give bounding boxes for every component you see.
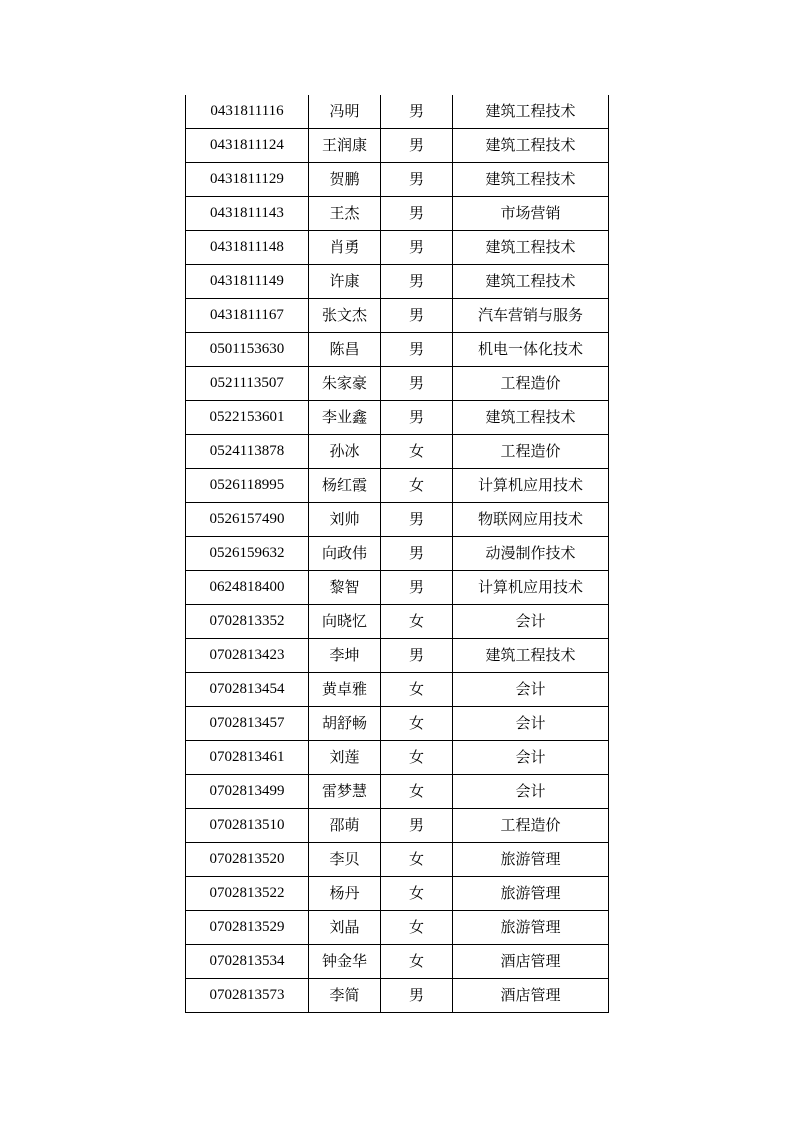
table-row — [186, 775, 609, 809]
student-id-cell: 0431811124 — [186, 129, 309, 163]
major-cell: 动漫制作技术 — [453, 537, 609, 571]
student-id-cell: 0702813423 — [186, 639, 309, 673]
table-row — [186, 503, 609, 537]
gender-cell: 男 — [381, 571, 453, 605]
major-cell: 建筑工程技术 — [453, 231, 609, 265]
student-name-cell: 李业鑫 — [309, 401, 381, 435]
student-id-cell: 0526157490 — [186, 503, 309, 537]
student-name-cell: 刘帅 — [309, 503, 381, 537]
table-row — [186, 673, 609, 707]
gender-cell: 女 — [381, 877, 453, 911]
student-id-cell: 0431811129 — [186, 163, 309, 197]
student-id-cell: 0431811143 — [186, 197, 309, 231]
student-name-cell: 孙冰 — [309, 435, 381, 469]
gender-cell: 男 — [381, 503, 453, 537]
table-row — [186, 333, 609, 367]
student-name-cell: 黄卓雅 — [309, 673, 381, 707]
gender-cell: 女 — [381, 741, 453, 775]
major-cell: 建筑工程技术 — [453, 95, 609, 129]
table-row — [186, 401, 609, 435]
student-id-cell: 0431811116 — [186, 95, 309, 129]
gender-cell: 男 — [381, 163, 453, 197]
gender-cell: 男 — [381, 299, 453, 333]
major-cell: 工程造价 — [453, 809, 609, 843]
major-cell: 工程造价 — [453, 367, 609, 401]
table-row — [186, 639, 609, 673]
student-id-cell: 0521113507 — [186, 367, 309, 401]
student-name-cell: 张文杰 — [309, 299, 381, 333]
major-cell: 会计 — [453, 605, 609, 639]
student-name-cell: 杨红霞 — [309, 469, 381, 503]
major-cell: 建筑工程技术 — [453, 639, 609, 673]
gender-cell: 女 — [381, 605, 453, 639]
gender-cell: 女 — [381, 673, 453, 707]
student-id-cell: 0702813534 — [186, 945, 309, 979]
gender-cell: 女 — [381, 707, 453, 741]
major-cell: 会计 — [453, 707, 609, 741]
table-row — [186, 367, 609, 401]
student-name-cell: 肖勇 — [309, 231, 381, 265]
student-id-cell: 0624818400 — [186, 571, 309, 605]
student-id-cell: 0524113878 — [186, 435, 309, 469]
roster-table-body — [186, 95, 609, 1013]
gender-cell: 男 — [381, 401, 453, 435]
student-id-cell: 0526118995 — [186, 469, 309, 503]
student-id-cell: 0702813454 — [186, 673, 309, 707]
major-cell: 计算机应用技术 — [453, 571, 609, 605]
gender-cell: 男 — [381, 809, 453, 843]
gender-cell: 男 — [381, 95, 453, 129]
major-cell: 工程造价 — [453, 435, 609, 469]
gender-cell: 女 — [381, 843, 453, 877]
table-row — [186, 877, 609, 911]
student-name-cell: 王杰 — [309, 197, 381, 231]
major-cell: 会计 — [453, 673, 609, 707]
student-name-cell: 贺鹏 — [309, 163, 381, 197]
gender-cell: 男 — [381, 129, 453, 163]
major-cell: 旅游管理 — [453, 911, 609, 945]
major-cell: 酒店管理 — [453, 979, 609, 1013]
student-name-cell: 钟金华 — [309, 945, 381, 979]
student-id-cell: 0431811149 — [186, 265, 309, 299]
student-id-cell: 0702813520 — [186, 843, 309, 877]
major-cell: 会计 — [453, 775, 609, 809]
gender-cell: 女 — [381, 945, 453, 979]
student-id-cell: 0501153630 — [186, 333, 309, 367]
student-name-cell: 李简 — [309, 979, 381, 1013]
gender-cell: 女 — [381, 775, 453, 809]
major-cell: 建筑工程技术 — [453, 401, 609, 435]
student-id-cell: 0702813352 — [186, 605, 309, 639]
table-row — [186, 741, 609, 775]
major-cell: 机电一体化技术 — [453, 333, 609, 367]
table-row — [186, 945, 609, 979]
table-row — [186, 469, 609, 503]
table-row — [186, 95, 609, 129]
gender-cell: 男 — [381, 367, 453, 401]
student-id-cell: 0431811167 — [186, 299, 309, 333]
gender-cell: 男 — [381, 231, 453, 265]
student-name-cell: 向政伟 — [309, 537, 381, 571]
student-name-cell: 刘晶 — [309, 911, 381, 945]
table-row — [186, 129, 609, 163]
student-name-cell: 许康 — [309, 265, 381, 299]
table-row — [186, 979, 609, 1013]
major-cell: 建筑工程技术 — [453, 265, 609, 299]
student-name-cell: 向晓忆 — [309, 605, 381, 639]
table-row — [186, 163, 609, 197]
table-row — [186, 435, 609, 469]
student-id-cell: 0526159632 — [186, 537, 309, 571]
table-row — [186, 197, 609, 231]
gender-cell: 女 — [381, 469, 453, 503]
table-row — [186, 605, 609, 639]
gender-cell: 男 — [381, 197, 453, 231]
table-row — [186, 911, 609, 945]
student-id-cell: 0702813499 — [186, 775, 309, 809]
major-cell: 汽车营销与服务 — [453, 299, 609, 333]
major-cell: 市场营销 — [453, 197, 609, 231]
gender-cell: 女 — [381, 435, 453, 469]
major-cell: 建筑工程技术 — [453, 129, 609, 163]
major-cell: 旅游管理 — [453, 843, 609, 877]
student-name-cell: 李贝 — [309, 843, 381, 877]
student-name-cell: 雷梦慧 — [309, 775, 381, 809]
student-id-cell: 0702813461 — [186, 741, 309, 775]
student-name-cell: 刘莲 — [309, 741, 381, 775]
gender-cell: 男 — [381, 979, 453, 1013]
student-id-cell: 0702813522 — [186, 877, 309, 911]
student-name-cell: 邵萌 — [309, 809, 381, 843]
table-row — [186, 231, 609, 265]
major-cell: 建筑工程技术 — [453, 163, 609, 197]
student-name-cell: 黎智 — [309, 571, 381, 605]
table-row — [186, 843, 609, 877]
student-id-cell: 0702813510 — [186, 809, 309, 843]
table-row — [186, 299, 609, 333]
gender-cell: 男 — [381, 265, 453, 299]
gender-cell: 男 — [381, 333, 453, 367]
student-name-cell: 胡舒畅 — [309, 707, 381, 741]
table-row — [186, 265, 609, 299]
student-id-cell: 0522153601 — [186, 401, 309, 435]
major-cell: 计算机应用技术 — [453, 469, 609, 503]
major-cell: 会计 — [453, 741, 609, 775]
student-name-cell: 李坤 — [309, 639, 381, 673]
major-cell: 旅游管理 — [453, 877, 609, 911]
table-row — [186, 571, 609, 605]
student-id-cell: 0702813529 — [186, 911, 309, 945]
major-cell: 物联网应用技术 — [453, 503, 609, 537]
student-id-cell: 0702813573 — [186, 979, 309, 1013]
gender-cell: 男 — [381, 537, 453, 571]
student-name-cell: 陈昌 — [309, 333, 381, 367]
table-row — [186, 707, 609, 741]
major-cell: 酒店管理 — [453, 945, 609, 979]
student-name-cell: 冯明 — [309, 95, 381, 129]
gender-cell: 男 — [381, 639, 453, 673]
table-row — [186, 809, 609, 843]
student-name-cell: 杨丹 — [309, 877, 381, 911]
student-name-cell: 王润康 — [309, 129, 381, 163]
gender-cell: 女 — [381, 911, 453, 945]
student-name-cell: 朱家豪 — [309, 367, 381, 401]
student-roster-table — [185, 95, 609, 1013]
student-id-cell: 0702813457 — [186, 707, 309, 741]
table-row — [186, 537, 609, 571]
student-id-cell: 0431811148 — [186, 231, 309, 265]
